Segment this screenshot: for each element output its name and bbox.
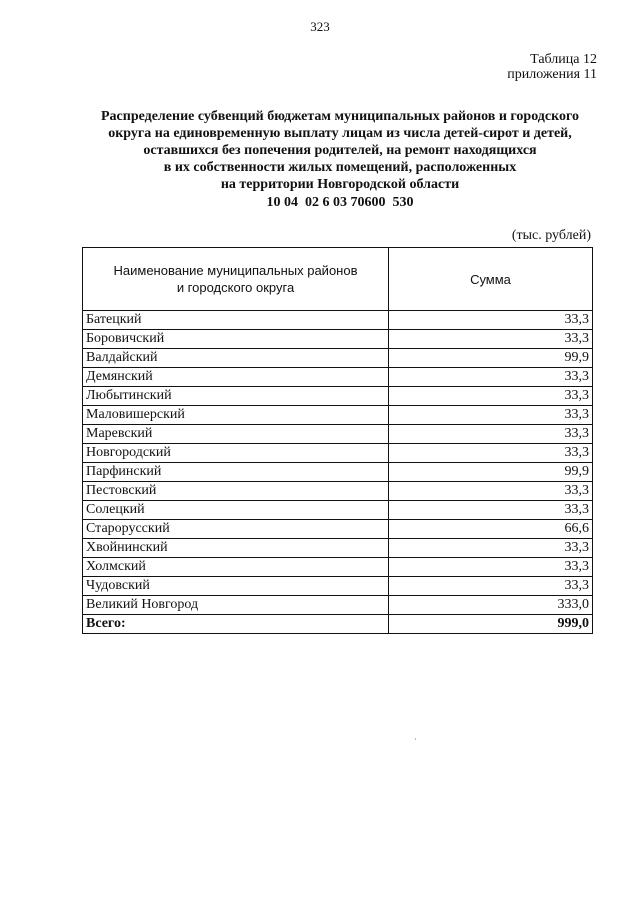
district-name: Старорусский (83, 520, 389, 539)
table-row (83, 368, 593, 387)
district-name: Любытинский (83, 387, 389, 406)
district-name: Солецкий (83, 501, 389, 520)
district-name: Демянский (83, 368, 389, 387)
table-row (83, 387, 593, 406)
table-row (83, 349, 593, 368)
table-reference-appendix: приложения 11 (507, 67, 597, 82)
table-row (83, 520, 593, 539)
title-line-3: оставшихся без попечения родителей, на ремонт находящихся (143, 143, 537, 158)
budget-classification-code: 10 04 02 6 03 70600 530 (266, 195, 414, 210)
district-sum: 99,9 (389, 463, 593, 482)
district-name: Маловишерский (83, 406, 389, 425)
table-row (83, 577, 593, 596)
table-reference-number: Таблица 12 (530, 52, 597, 67)
table-row (83, 463, 593, 482)
district-name: Холмский (83, 558, 389, 577)
table-row (83, 444, 593, 463)
table-header-row (83, 248, 593, 311)
total-label: Всего: (83, 615, 389, 634)
title-line-1: Распределение субвенций бюджетам муниципальных районов и городского (100, 109, 579, 124)
header-name (83, 248, 389, 311)
district-name: Батецкий (83, 311, 389, 330)
district-name: Маревский (83, 425, 389, 444)
table-total-row (83, 615, 593, 634)
district-sum: 333,0 (389, 596, 593, 615)
table-row (83, 558, 593, 577)
title-line-4: в их собственности жилых помещений, расположенных (163, 160, 517, 175)
scan-artifact (415, 738, 416, 740)
table-row (83, 311, 593, 330)
district-sum: 33,3 (389, 387, 593, 406)
district-sum: 33,3 (389, 482, 593, 501)
district-sum: 33,3 (389, 558, 593, 577)
district-sum: 33,3 (389, 311, 593, 330)
district-name: Боровичский (83, 330, 389, 349)
district-sum: 33,3 (389, 330, 593, 349)
total-sum: 999,0 (389, 615, 593, 634)
district-name: Валдайский (83, 349, 389, 368)
district-sum: 33,3 (389, 501, 593, 520)
table-row (83, 406, 593, 425)
district-name: Новгородский (83, 444, 389, 463)
units-label: (тыс. рублей) (511, 228, 591, 243)
table-row (83, 539, 593, 558)
table-row (83, 482, 593, 501)
district-sum: 33,3 (389, 406, 593, 425)
table-reference (507, 52, 597, 82)
district-sum: 33,3 (389, 368, 593, 387)
district-name: Хвойнинский (83, 539, 389, 558)
page-number: 323 (310, 19, 330, 34)
header-name-line-1: Наименование муниципальных районов (113, 263, 358, 278)
district-name: Парфинский (83, 463, 389, 482)
header-sum: Сумма (389, 248, 593, 311)
district-name: Пестовский (83, 482, 389, 501)
table-row (83, 596, 593, 615)
district-sum: 33,3 (389, 425, 593, 444)
district-sum: 33,3 (389, 444, 593, 463)
district-name: Великий Новгород (83, 596, 389, 615)
title-line-2: округа на единовременную выплату лицам из числа детей-сирот и детей, (108, 126, 572, 141)
table-row (83, 330, 593, 349)
subvention-table (82, 247, 593, 634)
header-name-line-2: и городского округа (176, 280, 295, 295)
district-sum: 33,3 (389, 577, 593, 596)
district-sum: 99,9 (389, 349, 593, 368)
table-row (83, 425, 593, 444)
title-line-5: на территории Новгородской области (220, 177, 460, 192)
district-name: Чудовский (83, 577, 389, 596)
district-sum: 66,6 (389, 520, 593, 539)
table-row (83, 501, 593, 520)
district-sum: 33,3 (389, 539, 593, 558)
document-title (60, 108, 620, 211)
